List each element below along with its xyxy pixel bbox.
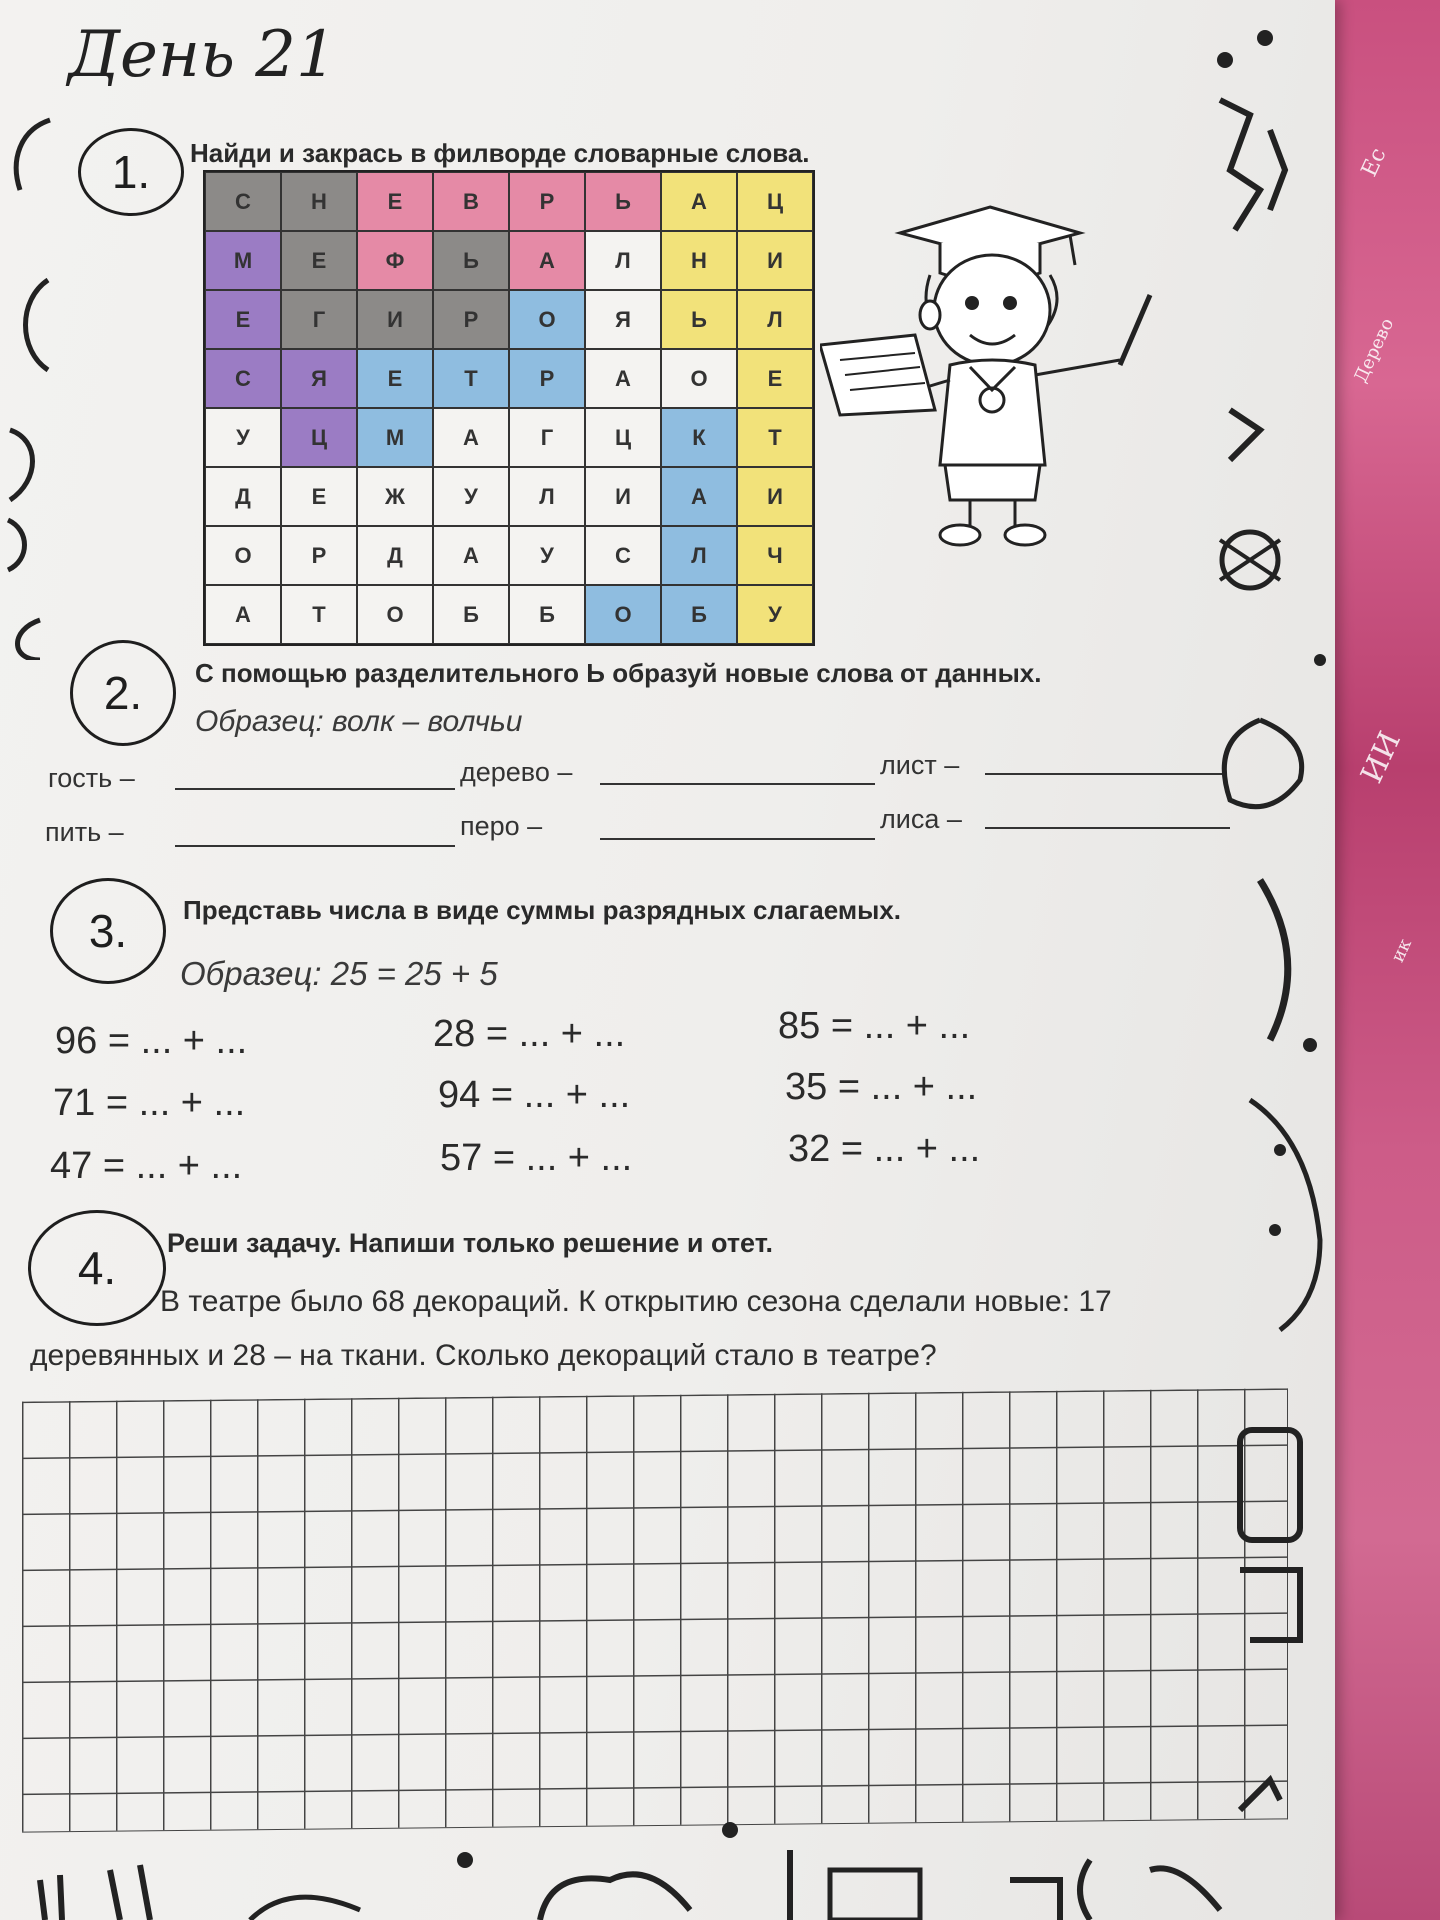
student-illustration bbox=[820, 195, 1200, 555]
filword-cell[interactable]: Ж bbox=[357, 467, 433, 526]
filword-cell[interactable]: И bbox=[585, 467, 661, 526]
filword-cell[interactable]: И bbox=[737, 231, 813, 290]
equation: 96 = ... + ... bbox=[55, 1020, 248, 1062]
filword-cell[interactable]: Л bbox=[737, 290, 813, 349]
filword-cell[interactable]: Б bbox=[509, 585, 585, 644]
cloth-word: ИИ bbox=[1354, 726, 1409, 789]
filword-cell[interactable]: Е bbox=[357, 172, 433, 231]
word-prompt: гость – bbox=[48, 763, 135, 793]
filword-cell[interactable]: Я bbox=[281, 349, 357, 408]
word-prompt: пить – bbox=[45, 817, 124, 847]
cloth-word: Ес bbox=[1356, 144, 1392, 181]
filword-cell[interactable]: А bbox=[585, 349, 661, 408]
problem-text-line-2: деревянных и 28 – на ткани. Сколько декораций стало в театре? bbox=[30, 1339, 937, 1372]
filword-cell[interactable]: Е bbox=[737, 349, 813, 408]
filword-cell[interactable]: У bbox=[509, 526, 585, 585]
equation: 57 = ... + ... bbox=[440, 1137, 633, 1179]
answer-line[interactable] bbox=[985, 773, 1225, 775]
filword-grid bbox=[203, 170, 815, 646]
filword-cell[interactable]: Ф bbox=[357, 231, 433, 290]
answer-line[interactable] bbox=[600, 783, 875, 785]
equation: 47 = ... + ... bbox=[50, 1145, 243, 1187]
filword-cell[interactable]: В bbox=[433, 172, 509, 231]
filword-cell[interactable]: Л bbox=[661, 526, 737, 585]
filword-cell[interactable]: Т bbox=[281, 585, 357, 644]
task-number-1: 1. bbox=[78, 128, 184, 216]
task-4-title: Реши задачу. Напиши только решение и отет. bbox=[167, 1228, 774, 1258]
filword-cell[interactable]: Т bbox=[737, 408, 813, 467]
task-2-sample: Образец: волк – волчьи bbox=[195, 705, 523, 738]
filword-cell[interactable]: Т bbox=[433, 349, 509, 408]
filword-cell[interactable]: Е bbox=[281, 231, 357, 290]
filword-cell[interactable]: Ь bbox=[433, 231, 509, 290]
word-prompt: перо – bbox=[460, 811, 543, 841]
left-margin-doodle bbox=[0, 100, 60, 660]
task-3-sample: Образец: 25 = 25 + 5 bbox=[180, 955, 498, 992]
filword-cell[interactable]: А bbox=[661, 172, 737, 231]
filword-cell[interactable]: Ц bbox=[585, 408, 661, 467]
filword-cell[interactable]: Г bbox=[509, 408, 585, 467]
background-cloth bbox=[1320, 0, 1440, 1920]
filword-cell[interactable]: А bbox=[661, 467, 737, 526]
word-prompt: лист – bbox=[880, 750, 960, 780]
filword-cell[interactable]: А bbox=[509, 231, 585, 290]
word-prompt: дерево – bbox=[460, 757, 573, 787]
filword-cell[interactable]: У bbox=[433, 467, 509, 526]
filword-cell[interactable]: Д bbox=[205, 467, 281, 526]
task-number-3: 3. bbox=[50, 878, 166, 984]
filword-cell[interactable]: Ь bbox=[585, 172, 661, 231]
filword-cell[interactable]: А bbox=[205, 585, 281, 644]
filword-cell[interactable]: Я bbox=[585, 290, 661, 349]
filword-cell[interactable]: Г bbox=[281, 290, 357, 349]
filword-cell[interactable]: И bbox=[737, 467, 813, 526]
filword-cell[interactable]: Н bbox=[661, 231, 737, 290]
filword-cell[interactable]: С bbox=[205, 349, 281, 408]
filword-cell[interactable]: О bbox=[509, 290, 585, 349]
task-number-2: 2. bbox=[70, 640, 176, 746]
task-2-title: С помощью разделительного Ь образуй новые слова от данных. bbox=[195, 658, 1042, 688]
filword-cell[interactable]: О bbox=[661, 349, 737, 408]
equation: 85 = ... + ... bbox=[778, 1005, 971, 1047]
filword-cell[interactable]: М bbox=[205, 231, 281, 290]
filword-cell[interactable]: Д bbox=[357, 526, 433, 585]
filword-cell[interactable]: А bbox=[433, 526, 509, 585]
filword-cell[interactable]: О bbox=[357, 585, 433, 644]
filword-cell[interactable]: Л bbox=[585, 231, 661, 290]
equation: 32 = ... + ... bbox=[788, 1128, 981, 1170]
filword-cell[interactable]: С bbox=[205, 172, 281, 231]
filword-cell[interactable]: Б bbox=[661, 585, 737, 644]
filword-cell[interactable]: О bbox=[205, 526, 281, 585]
task-number-4: 4. bbox=[28, 1210, 166, 1326]
cloth-word: Дерево bbox=[1350, 315, 1399, 386]
problem-text-line-1: В театре было 68 декораций. К открытию сезона сделали новые: 17 bbox=[160, 1285, 1112, 1318]
filword-cell[interactable]: У bbox=[205, 408, 281, 467]
filword-cell[interactable]: Р bbox=[433, 290, 509, 349]
filword-cell[interactable]: К bbox=[661, 408, 737, 467]
word-prompt: лиса – bbox=[880, 804, 962, 834]
filword-cell[interactable]: Н bbox=[281, 172, 357, 231]
filword-cell[interactable]: М bbox=[357, 408, 433, 467]
filword-cell[interactable]: Р bbox=[509, 349, 585, 408]
filword-cell[interactable]: Е bbox=[205, 290, 281, 349]
right-margin-doodles bbox=[1190, 20, 1330, 1900]
filword-cell[interactable]: Е bbox=[357, 349, 433, 408]
task-3-title: Представь числа в виде суммы разрядных слагаемых. bbox=[183, 895, 901, 925]
task-1-title: Найди и закрась в филворде словарные слова. bbox=[190, 138, 810, 168]
answer-grid[interactable] bbox=[22, 1388, 1288, 1832]
filword-cell[interactable]: У bbox=[737, 585, 813, 644]
equation: 71 = ... + ... bbox=[53, 1082, 246, 1124]
equation: 94 = ... + ... bbox=[438, 1074, 631, 1116]
filword-cell[interactable]: Р bbox=[509, 172, 585, 231]
filword-cell[interactable]: С bbox=[585, 526, 661, 585]
answer-line[interactable] bbox=[175, 788, 455, 790]
filword-cell[interactable]: О bbox=[585, 585, 661, 644]
filword-cell[interactable]: Р bbox=[281, 526, 357, 585]
filword-cell[interactable]: Ь bbox=[661, 290, 737, 349]
filword-cell[interactable]: Б bbox=[433, 585, 509, 644]
equation: 35 = ... + ... bbox=[785, 1066, 978, 1108]
cloth-word: ик bbox=[1387, 935, 1417, 966]
filword-cell[interactable]: И bbox=[357, 290, 433, 349]
filword-cell[interactable]: Ц bbox=[281, 408, 357, 467]
bottom-doodles bbox=[0, 1820, 1335, 1920]
filword-cell[interactable]: Ц bbox=[737, 172, 813, 231]
day-title: День 21 bbox=[68, 18, 337, 92]
answer-line[interactable] bbox=[175, 845, 455, 847]
filword-cell[interactable]: Л bbox=[509, 467, 585, 526]
filword-cell[interactable]: Е bbox=[281, 467, 357, 526]
filword-cell[interactable]: А bbox=[433, 408, 509, 467]
filword-cell[interactable]: Ч bbox=[737, 526, 813, 585]
equation: 28 = ... + ... bbox=[433, 1013, 626, 1055]
answer-line[interactable] bbox=[600, 838, 875, 840]
